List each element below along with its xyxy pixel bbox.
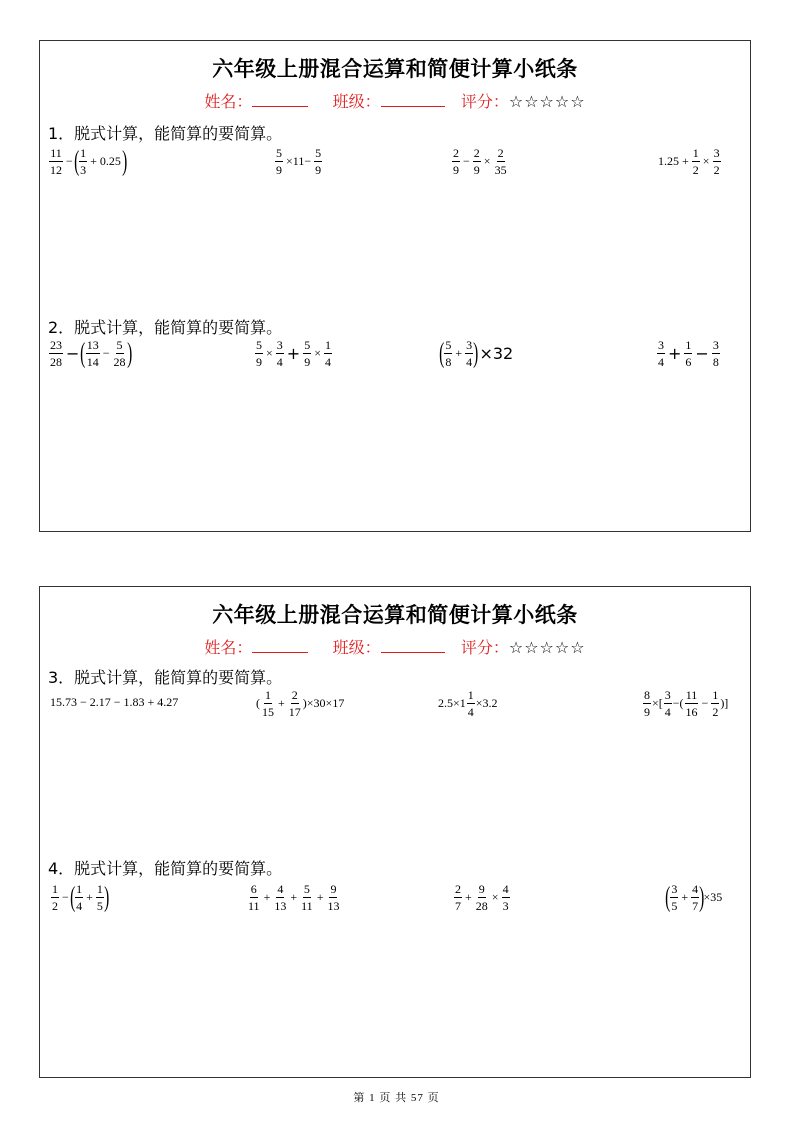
question-heading-1: 1．脱式计算，能简算的要简算。: [48, 124, 283, 143]
card-title: 六年级上册混合运算和简便计算小纸条: [212, 603, 578, 627]
score-label: 评分：: [460, 92, 509, 111]
class-field[interactable]: [381, 92, 445, 107]
page-footer: 第 1 页 共 57 页: [353, 1092, 440, 1104]
problem-3-2: ( $\frac{1}{15}$ + $\frac{2}{17}$ )×30×17: [256, 688, 345, 719]
name-label: 姓名：: [204, 92, 253, 111]
problem-2-3: ( $\frac{5}{8}$ + $\frac{3}{4}$ ) ×32: [439, 337, 514, 369]
problem-4-3: $\frac{2}{7}$ + $\frac{9}{28}$ × $\frac{4}{3}$: [455, 882, 509, 913]
class-label: 班级：: [332, 92, 381, 111]
score-stars[interactable]: ☆☆☆☆☆: [508, 92, 586, 111]
class-field[interactable]: [381, 638, 445, 653]
question-heading-4: 4．脱式计算，能简算的要简算。: [48, 859, 283, 878]
problem-1-4: 1.25 + $\frac{1}{2}$ × $\frac{3}{2}$: [658, 146, 720, 177]
score-stars[interactable]: ☆☆☆☆☆: [508, 638, 586, 657]
problem-2-2: $\frac{5}{9}$ × $\frac{3}{4}$ + $\frac{5}{9}$ × $\frac{1}{4}$: [256, 338, 331, 369]
problem-3-4: $\frac{8}{9}$ ×[ $\frac{3}{4}$ −( $\frac{11}{16}$ − $\frac{1}{2}$ )]: [644, 688, 729, 719]
card-title: 六年级上册混合运算和简便计算小纸条: [212, 57, 578, 81]
name-label: 姓名：: [204, 638, 253, 657]
class-label: 班级：: [332, 638, 381, 657]
problem-3-3: 2.5×1 $\frac{1}{4}$ ×3.2: [438, 688, 498, 719]
problem-4-1: $\frac{1}{2}$ − ( $\frac{1}{4}$ + $\frac{1}{5}$ ): [52, 881, 110, 913]
student-info-line: [40, 635, 750, 658]
question-heading-2: 2．脱式计算，能简算的要简算。: [48, 318, 283, 337]
problem-4-4: ( $\frac{3}{5}$ + $\frac{4}{7}$ ) ×35: [665, 881, 723, 913]
problem-2-4: $\frac{3}{4}$ + $\frac{1}{6}$ − $\frac{3}{8}$: [658, 338, 719, 369]
problem-1-1: $\frac{11}{12}$ − ( $\frac{1}{3}$ + 0.25 ): [50, 145, 128, 177]
problem-3-1: 15.73 − 2.17 − 1.83 + 4.27: [50, 695, 179, 709]
problem-1-3: $\frac{2}{9}$ − $\frac{2}{9}$ × $\frac{2}{35}$: [453, 146, 507, 177]
score-label: 评分：: [460, 638, 509, 657]
name-field[interactable]: [252, 92, 308, 107]
problem-4-2: $\frac{6}{11}$ + $\frac{4}{13}$ + $\frac{5}{11}$ + $\frac{9}{13}$: [248, 882, 340, 913]
name-field[interactable]: [252, 638, 308, 653]
worksheet-card-2: [39, 586, 751, 1078]
worksheet-card-1: [39, 40, 751, 532]
problem-2-1: $\frac{23}{28}$ − ( $\frac{13}{14}$ − $\frac{5}{28}$ ): [50, 337, 132, 369]
problem-1-2: $\frac{5}{9}$ ×11− $\frac{5}{9}$: [276, 146, 322, 177]
student-info-line: [40, 89, 750, 112]
question-heading-3: 3．脱式计算，能简算的要简算。: [48, 668, 283, 687]
